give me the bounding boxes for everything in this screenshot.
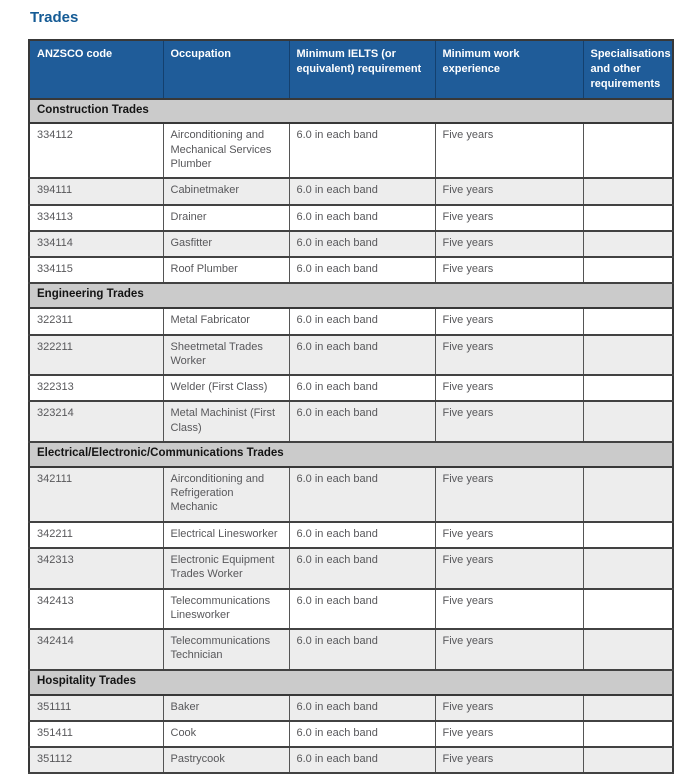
cell-ielts: 6.0 in each band bbox=[289, 308, 435, 334]
cell-anzsco-code: 342313 bbox=[29, 548, 163, 589]
cell-anzsco-code: 342211 bbox=[29, 522, 163, 548]
cell-anzsco-code: 334113 bbox=[29, 205, 163, 231]
cell-anzsco-code: 342414 bbox=[29, 629, 163, 670]
cell-experience: Five years bbox=[435, 178, 583, 204]
table-row bbox=[29, 695, 673, 721]
cell-experience: Five years bbox=[435, 695, 583, 721]
cell-anzsco-code: 323214 bbox=[29, 401, 163, 442]
cell-ielts: 6.0 in each band bbox=[289, 205, 435, 231]
section-row bbox=[29, 670, 673, 695]
cell-specialisations bbox=[583, 178, 673, 204]
cell-occupation: Sheetmetal Trades Worker bbox=[163, 335, 289, 376]
section-title: Engineering Trades bbox=[29, 283, 673, 308]
cell-anzsco-code: 351111 bbox=[29, 695, 163, 721]
table-row bbox=[29, 401, 673, 442]
table-row bbox=[29, 747, 673, 773]
cell-experience: Five years bbox=[435, 629, 583, 670]
cell-ielts: 6.0 in each band bbox=[289, 629, 435, 670]
cell-specialisations bbox=[583, 123, 673, 178]
table-row bbox=[29, 335, 673, 376]
cell-anzsco-code: 334114 bbox=[29, 231, 163, 257]
cell-anzsco-code: 351411 bbox=[29, 721, 163, 747]
table-row bbox=[29, 721, 673, 747]
cell-occupation: Metal Machinist (First Class) bbox=[163, 401, 289, 442]
cell-occupation: Airconditioning and Refrigeration Mechanic bbox=[163, 467, 289, 522]
cell-specialisations bbox=[583, 257, 673, 283]
section-row bbox=[29, 442, 673, 467]
column-header-occupation: Occupation bbox=[163, 40, 289, 99]
cell-specialisations bbox=[583, 747, 673, 773]
cell-occupation: Airconditioning and Mechanical Services Plumber bbox=[163, 123, 289, 178]
cell-specialisations bbox=[583, 308, 673, 334]
table-row bbox=[29, 467, 673, 522]
cell-anzsco-code: 342111 bbox=[29, 467, 163, 522]
cell-specialisations bbox=[583, 467, 673, 522]
cell-anzsco-code: 322313 bbox=[29, 375, 163, 401]
page-title: Trades bbox=[30, 9, 79, 26]
table-body bbox=[29, 99, 673, 774]
cell-occupation: Baker bbox=[163, 695, 289, 721]
cell-ielts: 6.0 in each band bbox=[289, 467, 435, 522]
cell-occupation: Electrical Linesworker bbox=[163, 522, 289, 548]
cell-specialisations bbox=[583, 231, 673, 257]
cell-occupation: Drainer bbox=[163, 205, 289, 231]
section-row bbox=[29, 99, 673, 124]
header-row bbox=[29, 40, 673, 99]
cell-ielts: 6.0 in each band bbox=[289, 335, 435, 376]
column-header-specialisations: Specialisations and other requirements bbox=[583, 40, 673, 99]
table-row bbox=[29, 375, 673, 401]
cell-occupation: Cabinetmaker bbox=[163, 178, 289, 204]
cell-ielts: 6.0 in each band bbox=[289, 548, 435, 589]
cell-specialisations bbox=[583, 205, 673, 231]
section-row bbox=[29, 283, 673, 308]
cell-occupation: Cook bbox=[163, 721, 289, 747]
cell-experience: Five years bbox=[435, 205, 583, 231]
cell-specialisations bbox=[583, 589, 673, 630]
section-title: Hospitality Trades bbox=[29, 670, 673, 695]
cell-occupation: Telecommunications Technician bbox=[163, 629, 289, 670]
cell-ielts: 6.0 in each band bbox=[289, 178, 435, 204]
cell-experience: Five years bbox=[435, 747, 583, 773]
cell-ielts: 6.0 in each band bbox=[289, 401, 435, 442]
cell-specialisations bbox=[583, 629, 673, 670]
table-row bbox=[29, 589, 673, 630]
cell-ielts: 6.0 in each band bbox=[289, 747, 435, 773]
cell-experience: Five years bbox=[435, 123, 583, 178]
cell-experience: Five years bbox=[435, 375, 583, 401]
cell-experience: Five years bbox=[435, 721, 583, 747]
section-title: Electrical/Electronic/Communications Trades bbox=[29, 442, 673, 467]
cell-experience: Five years bbox=[435, 308, 583, 334]
cell-specialisations bbox=[583, 375, 673, 401]
cell-ielts: 6.0 in each band bbox=[289, 522, 435, 548]
cell-experience: Five years bbox=[435, 401, 583, 442]
cell-experience: Five years bbox=[435, 257, 583, 283]
cell-ielts: 6.0 in each band bbox=[289, 231, 435, 257]
cell-ielts: 6.0 in each band bbox=[289, 589, 435, 630]
cell-specialisations bbox=[583, 695, 673, 721]
table-row bbox=[29, 548, 673, 589]
section-title: Construction Trades bbox=[29, 99, 673, 124]
cell-anzsco-code: 334112 bbox=[29, 123, 163, 178]
table-row bbox=[29, 178, 673, 204]
cell-occupation: Gasfitter bbox=[163, 231, 289, 257]
cell-occupation: Roof Plumber bbox=[163, 257, 289, 283]
cell-anzsco-code: 394111 bbox=[29, 178, 163, 204]
table-row bbox=[29, 123, 673, 178]
cell-experience: Five years bbox=[435, 335, 583, 376]
cell-occupation: Welder (First Class) bbox=[163, 375, 289, 401]
cell-anzsco-code: 322311 bbox=[29, 308, 163, 334]
column-header-anzsco-code: ANZSCO code bbox=[29, 40, 163, 99]
cell-anzsco-code: 334115 bbox=[29, 257, 163, 283]
cell-occupation: Metal Fabricator bbox=[163, 308, 289, 334]
cell-specialisations bbox=[583, 522, 673, 548]
cell-specialisations bbox=[583, 721, 673, 747]
table-row bbox=[29, 629, 673, 670]
cell-experience: Five years bbox=[435, 522, 583, 548]
cell-experience: Five years bbox=[435, 548, 583, 589]
trades-table bbox=[28, 39, 674, 774]
cell-ielts: 6.0 in each band bbox=[289, 257, 435, 283]
table-row bbox=[29, 522, 673, 548]
column-header-work-experience: Minimum work experience bbox=[435, 40, 583, 99]
cell-specialisations bbox=[583, 335, 673, 376]
cell-experience: Five years bbox=[435, 589, 583, 630]
cell-experience: Five years bbox=[435, 467, 583, 522]
cell-anzsco-code: 351112 bbox=[29, 747, 163, 773]
cell-ielts: 6.0 in each band bbox=[289, 695, 435, 721]
table-row bbox=[29, 231, 673, 257]
cell-experience: Five years bbox=[435, 231, 583, 257]
table-row bbox=[29, 257, 673, 283]
cell-specialisations bbox=[583, 401, 673, 442]
cell-ielts: 6.0 in each band bbox=[289, 375, 435, 401]
table-row bbox=[29, 308, 673, 334]
cell-specialisations bbox=[583, 548, 673, 589]
table-row bbox=[29, 205, 673, 231]
cell-ielts: 6.0 in each band bbox=[289, 123, 435, 178]
cell-occupation: Telecommunications Linesworker bbox=[163, 589, 289, 630]
table-header bbox=[29, 40, 673, 99]
cell-anzsco-code: 322211 bbox=[29, 335, 163, 376]
cell-anzsco-code: 342413 bbox=[29, 589, 163, 630]
column-header-ielts-requirement: Minimum IELTS (or equivalent) requirement bbox=[289, 40, 435, 99]
cell-ielts: 6.0 in each band bbox=[289, 721, 435, 747]
cell-occupation: Electronic Equipment Trades Worker bbox=[163, 548, 289, 589]
cell-occupation: Pastrycook bbox=[163, 747, 289, 773]
